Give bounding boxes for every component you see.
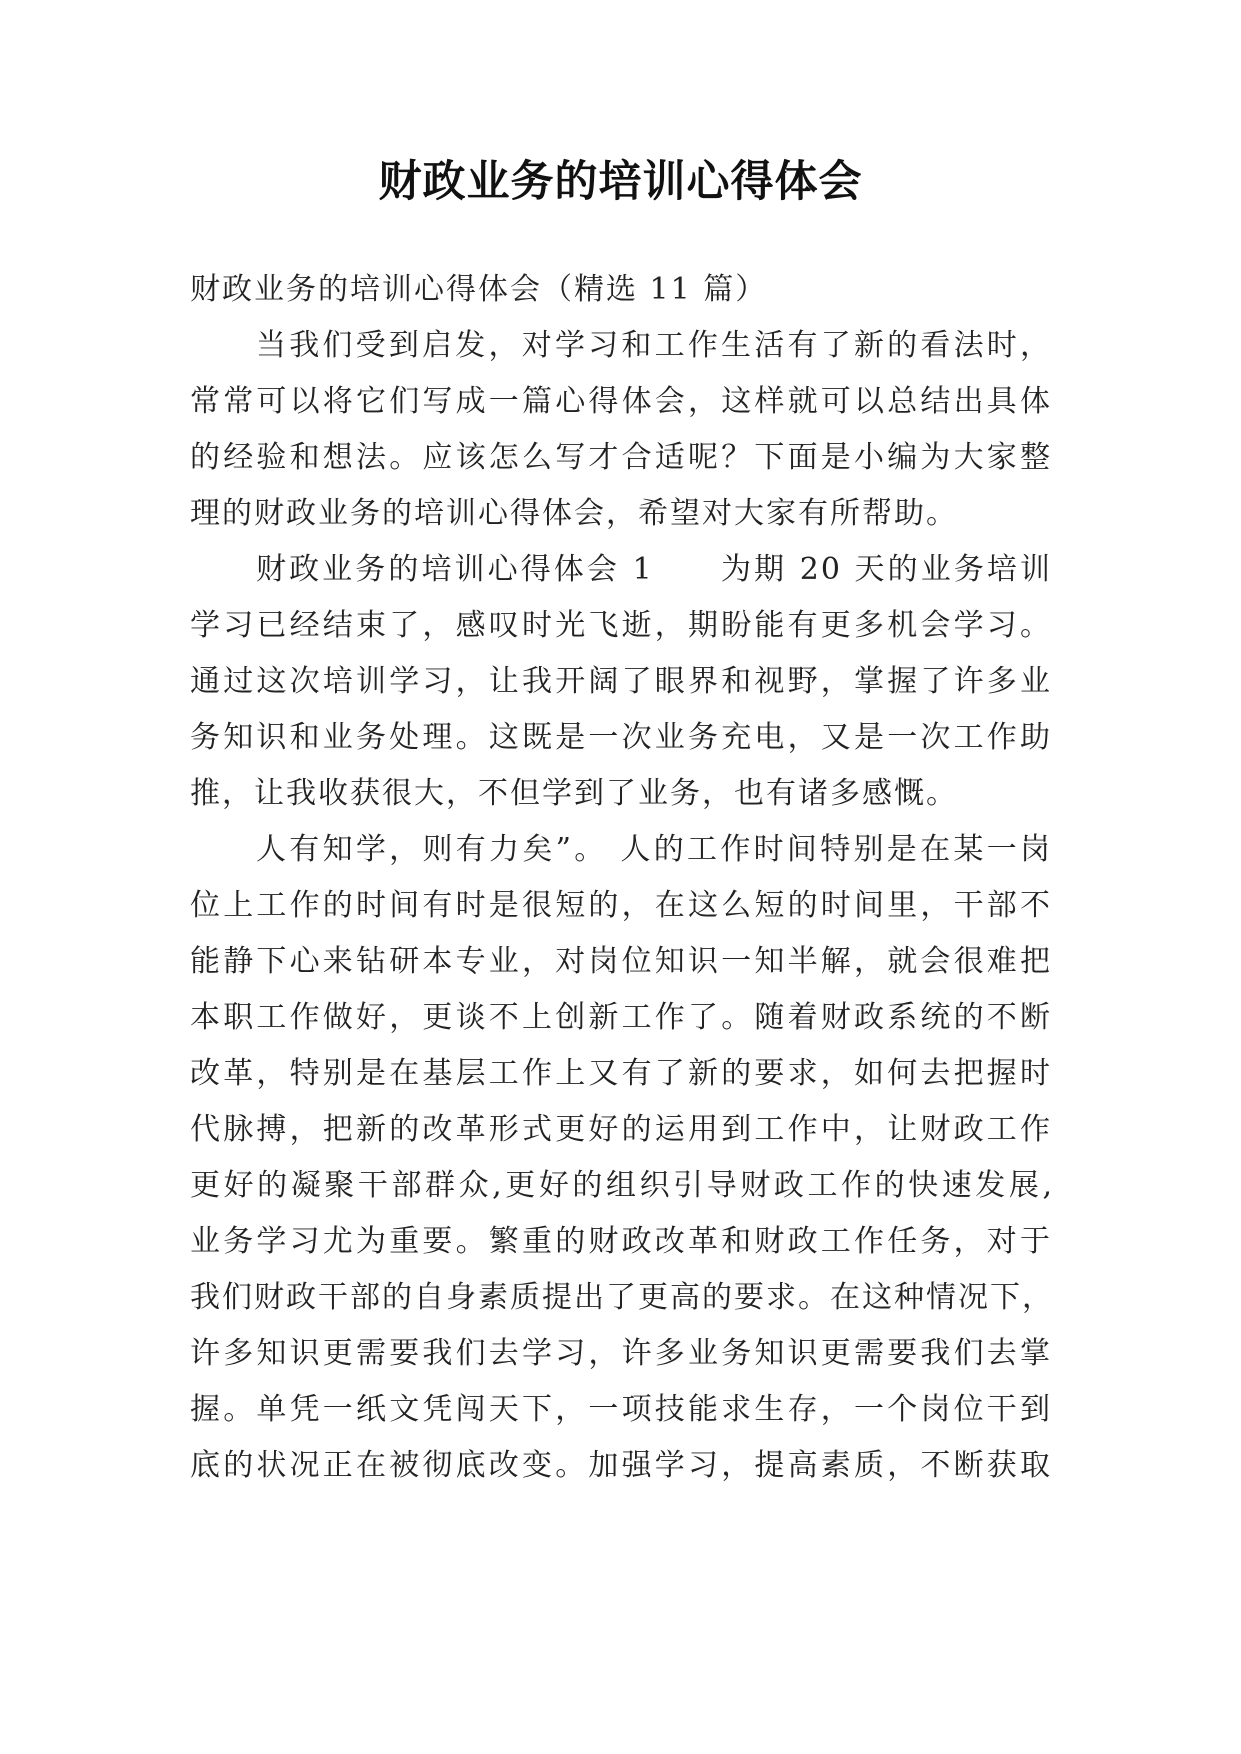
document-title: 财政业务的培训心得体会 — [378, 157, 863, 207]
body-line: 能静下心来钻研本专业，对岗位知识一知半解，就会很难把 — [190, 944, 1052, 979]
body-line: 理的财政业务的培训心得体会，希望对大家有所帮助。 — [190, 496, 958, 531]
body-line: 本职工作做好，更谈不上创新工作了。随着财政系统的不断 — [190, 1000, 1052, 1035]
body-line: 学习已经结束了，感叹时光飞逝，期盼能有更多机会学习。 — [190, 608, 1052, 643]
body-line: 许多知识更需要我们去学习，许多业务知识更需要我们去掌 — [190, 1336, 1052, 1371]
body-line: 务知识和业务处理。这既是一次业务充电，又是一次工作助 — [190, 720, 1052, 755]
body-line: 的经验和想法。应该怎么写才合适呢？下面是小编为大家整 — [190, 440, 1052, 475]
body-line: 推，让我收获很大，不但学到了业务，也有诸多感慨。 — [190, 776, 958, 811]
body-line: 人有知学，则有力矣”。 人的工作时间特别是在某一岗 — [256, 832, 1052, 867]
body-line: 更好的凝聚干部群众,更好的组织引导财政工作的快速发展, — [190, 1168, 1052, 1203]
document-subtitle: 财政业务的培训心得体会（精选 11 篇） — [190, 272, 768, 307]
body-line: 常常可以将它们写成一篇心得体会，这样就可以总结出具体 — [190, 384, 1052, 419]
body-line: 改革，特别是在基层工作上又有了新的要求，如何去把握时 — [190, 1056, 1052, 1091]
document-body — [190, 262, 1052, 1494]
body-line: 业务学习尤为重要。繁重的财政改革和财政工作任务，对于 — [190, 1224, 1052, 1259]
body-line: 代脉搏，把新的改革形式更好的运用到工作中，让财政工作 — [190, 1112, 1052, 1147]
body-line: 位上工作的时间有时是很短的，在这么短的时间里，干部不 — [190, 888, 1052, 923]
body-line: 财政业务的培训心得体会 1 为期 20 天的业务培训 — [256, 552, 1052, 587]
body-line: 我们财政干部的自身素质提出了更高的要求。在这种情况下， — [190, 1280, 1052, 1315]
body-line: 握。单凭一纸文凭闯天下，一项技能求生存，一个岗位干到 — [190, 1392, 1052, 1427]
body-line: 通过这次培训学习，让我开阔了眼界和视野，掌握了许多业 — [190, 664, 1052, 699]
body-line: 当我们受到启发，对学习和工作生活有了新的看法时， — [256, 328, 1052, 363]
body-line: 底的状况正在被彻底改变。加强学习，提高素质，不断获取 — [190, 1448, 1052, 1483]
